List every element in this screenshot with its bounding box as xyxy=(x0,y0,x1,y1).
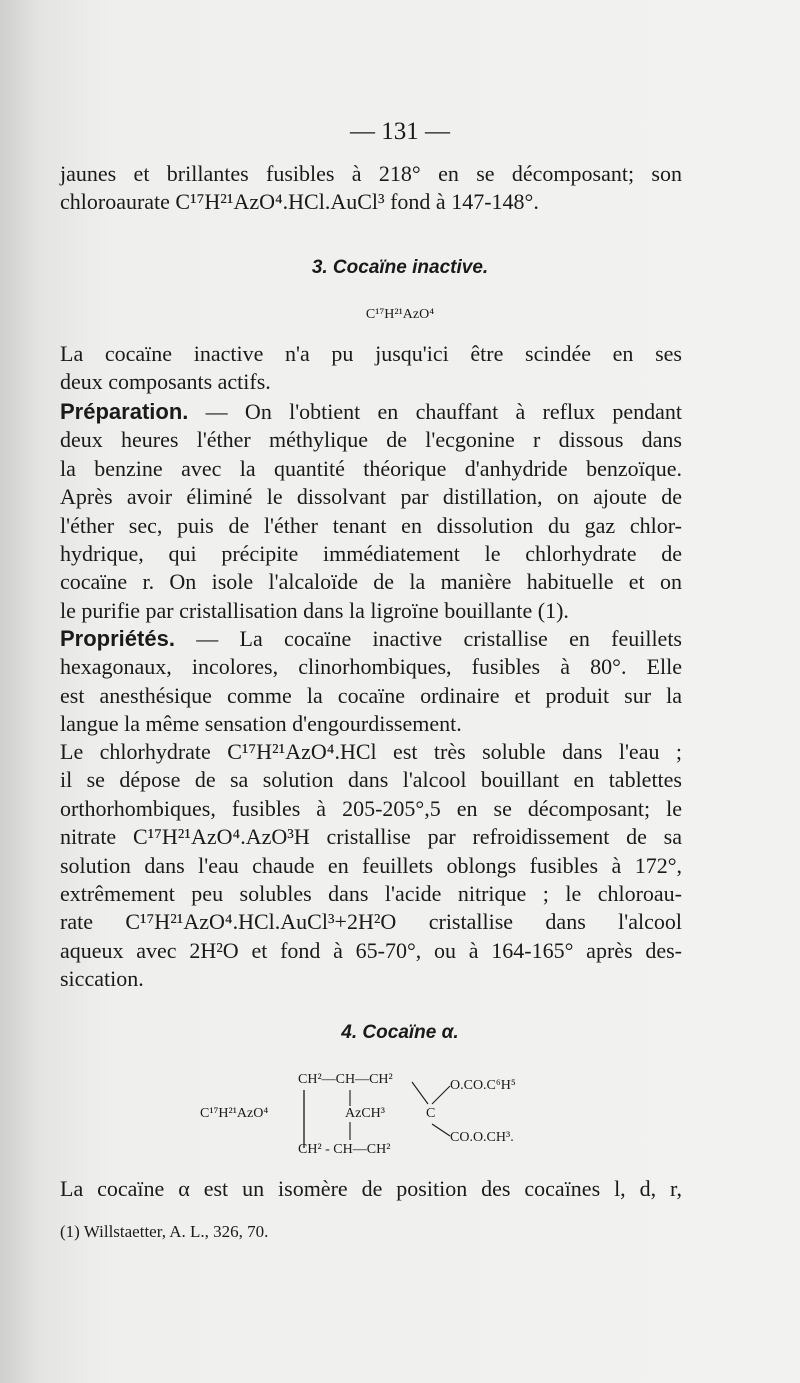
prop-line-1 xyxy=(60,625,682,653)
prep-line-8: le purifie par cristallisation dans la ligroïne bouillante (1). xyxy=(60,597,569,623)
salt-line-7: rate C¹⁷H²¹AzO⁴.HCl.AuCl³+2H²O cristallise dans l'alcool xyxy=(60,909,682,935)
s3-line-2: deux composants actifs. xyxy=(60,369,271,395)
footnote: (1) Willstaetter, A. L., 326, 70. xyxy=(60,1222,269,1241)
salt-line-8: aqueux avec 2H²O et fond à 65-70°, ou à 164-165° après des- xyxy=(60,937,682,963)
s3-line-1: La cocaïne inactive n'a pu jusqu'ici être scindée en ses xyxy=(60,341,682,366)
prop-line-2: hexagonaux, incolores, clinorhombiques, fusibles à 80°. Elle xyxy=(60,654,682,680)
salt-line-6: extrêmement peu solubles dans l'acide nitrique ; le chloroau- xyxy=(60,881,682,907)
salt-line-5: solution dans l'eau chaude en feuillets oblongs fusibles à 172°, xyxy=(60,852,682,878)
salts-paragraph xyxy=(60,738,682,994)
section-4-heading: 4. Cocaïne α. xyxy=(341,1022,459,1043)
section-3-formula: C¹⁷H²¹AzO⁴ xyxy=(365,307,435,322)
structural-formula xyxy=(200,1068,600,1158)
proprietes-label: Propriétés. xyxy=(60,626,175,651)
prep-text-1: — On l'obtient en chauffant à reflux pendant xyxy=(205,399,682,424)
struct-top-chain: CH²—CH—CH² xyxy=(298,1072,393,1087)
struct-sub-top: O.CO.C⁶H⁵ xyxy=(450,1078,516,1093)
struct-carbon: C xyxy=(426,1106,436,1121)
prop-line-4: langue la même sensation d'engourdissement. xyxy=(60,711,462,737)
page-number: — 131 — xyxy=(350,118,450,145)
prep-line-1 xyxy=(60,398,682,426)
prep-line-4: Après avoir éliminé le dissolvant par distillation, on ajoute de xyxy=(60,484,682,510)
proprietes-paragraph xyxy=(60,625,682,739)
struct-bottom-chain: CH² - CH—CH² xyxy=(298,1142,391,1157)
prep-line-7: cocaïne r. On isole l'alcaloïde de la manière habituelle et on xyxy=(60,569,682,595)
struct-bonds xyxy=(200,1068,600,1158)
s4-line-1: La cocaïne α est un isomère de position des cocaïnes l, d, r, xyxy=(60,1176,682,1201)
struct-sub-bottom: CO.O.CH³. xyxy=(450,1130,514,1145)
prep-line-6: hydrique, qui précipite immédiatement le chlorhydrate de xyxy=(60,541,682,567)
salt-line-9: siccation. xyxy=(60,966,144,992)
salt-line-4: nitrate C¹⁷H²¹AzO⁴.AzO³H cristallise par refroidissement de sa xyxy=(60,824,682,850)
prep-line-2: deux heures l'éther méthylique de l'ecgonine r dissous dans xyxy=(60,427,682,453)
preparation-paragraph xyxy=(60,398,682,625)
section-4-text xyxy=(60,1175,682,1203)
preparation-label: Préparation. xyxy=(60,399,189,424)
section-3-intro xyxy=(60,340,682,397)
struct-azch3: AzCH³ xyxy=(345,1106,385,1121)
intro-paragraph xyxy=(60,160,682,217)
intro-line-2: chloroaurate C¹⁷H²¹AzO⁴.HCl.AuCl³ fond à 147-148°. xyxy=(60,189,539,215)
intro-line-1: jaunes et brillantes fusibles à 218° en se décomposant; son xyxy=(60,161,682,186)
salt-line-3: orthorhombiques, fusibles à 205-205°,5 en se décomposant; le xyxy=(60,795,682,821)
section-3-heading: 3. Cocaïne inactive. xyxy=(311,257,489,278)
prop-text-1: — La cocaïne inactive cristallise en feuillets xyxy=(196,626,682,651)
struct-left-formula: C¹⁷H²¹AzO⁴ xyxy=(200,1106,269,1121)
prep-line-3: la benzine avec la quantité théorique d'anhydride benzoïque. xyxy=(60,455,682,481)
salt-line-1: Le chlorhydrate C¹⁷H²¹AzO⁴.HCl est très soluble dans l'eau ; xyxy=(60,739,682,764)
salt-line-2: il se dépose de sa solution dans l'alcool bouillant en tablettes xyxy=(60,767,682,793)
prep-line-5: l'éther sec, puis de l'éther tenant en dissolution du gaz chlor- xyxy=(60,512,682,538)
prop-line-3: est anesthésique comme la cocaïne ordinaire et produit sur la xyxy=(60,682,682,708)
